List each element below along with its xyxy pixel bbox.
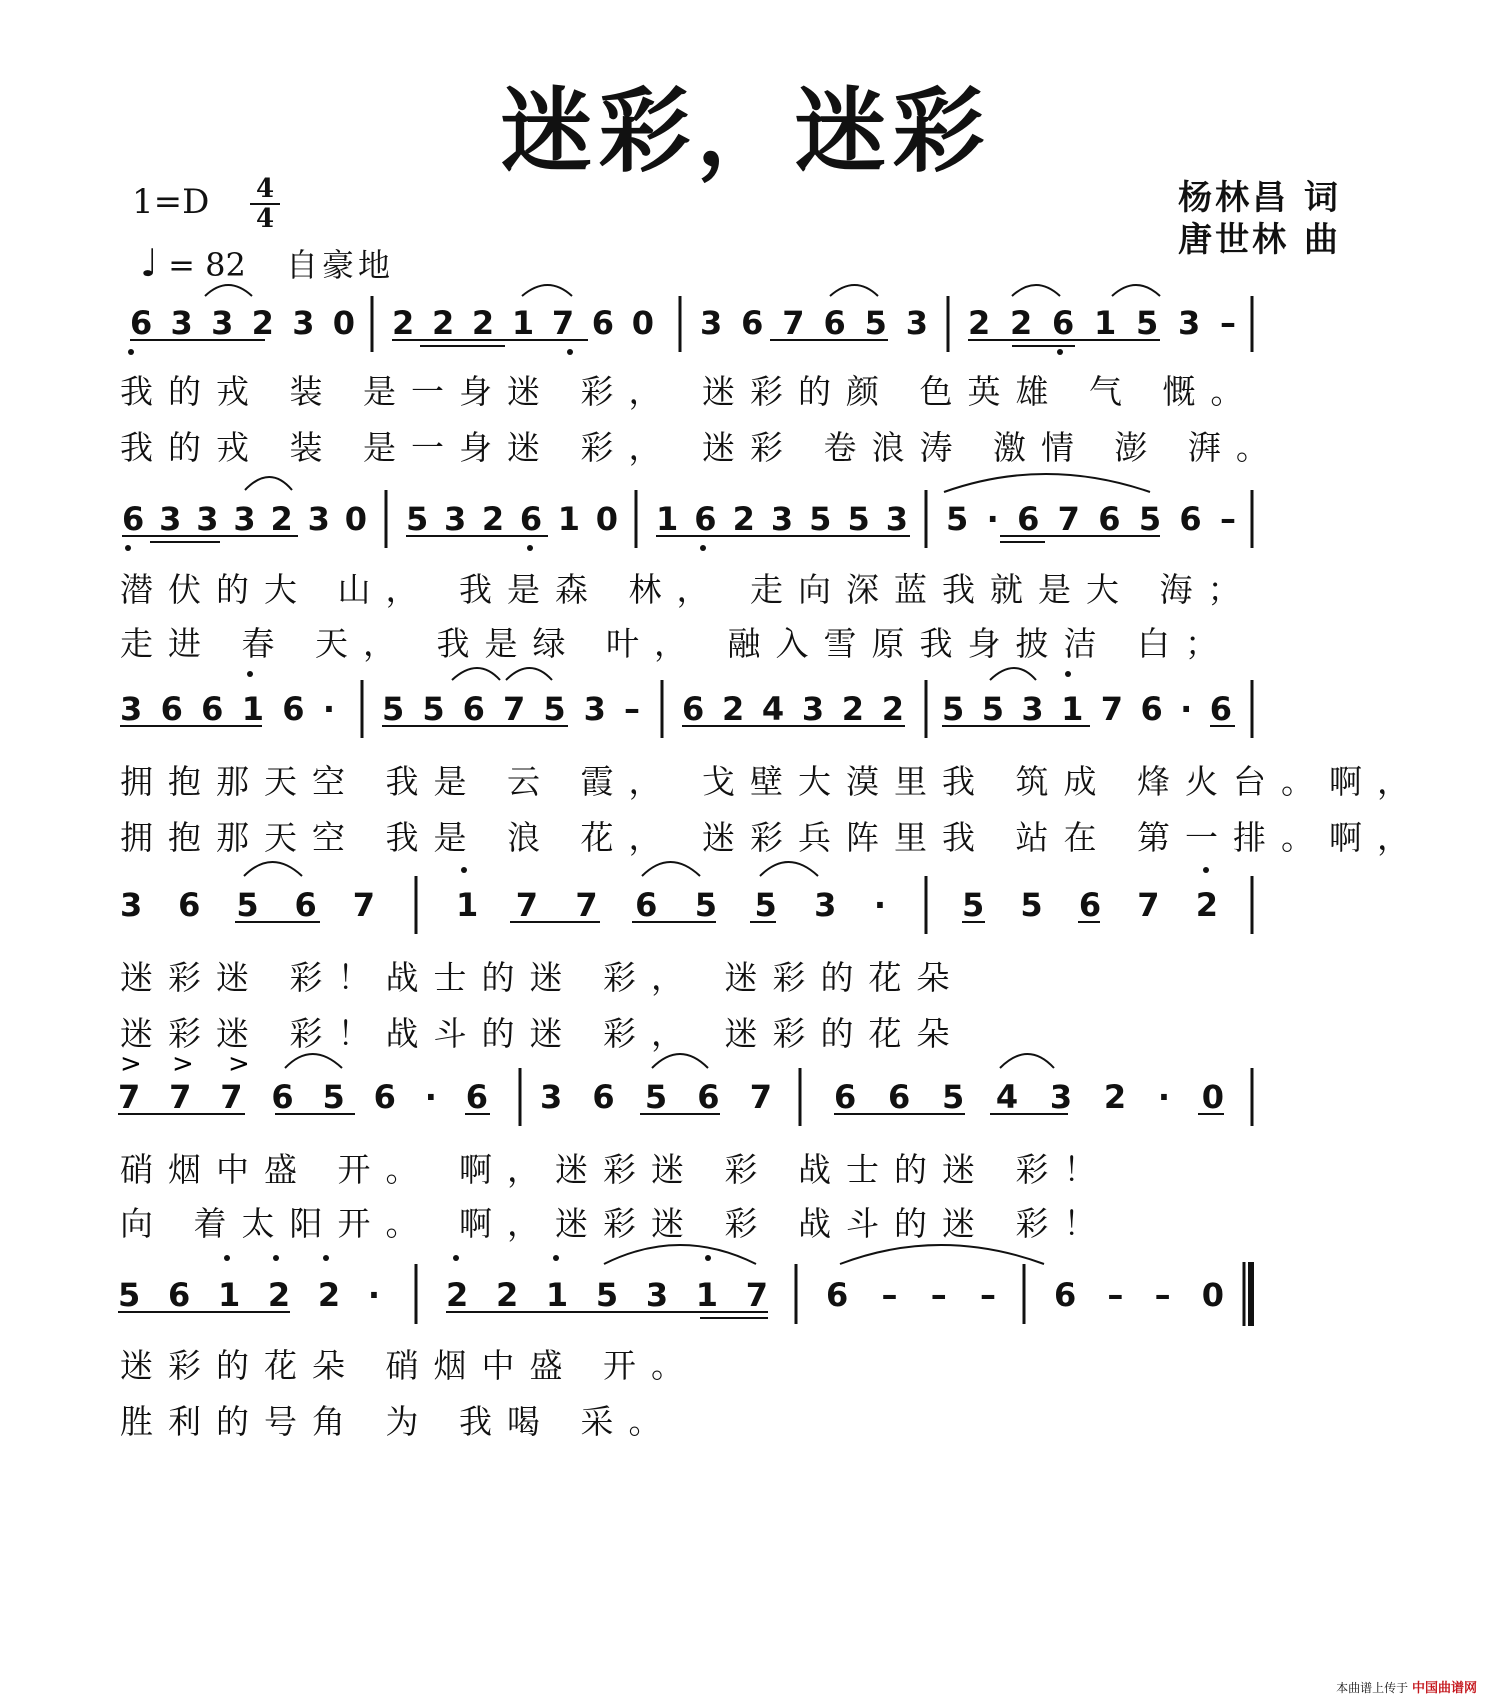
slur — [642, 862, 700, 876]
lyricist-credit: 杨林昌 词 — [1178, 178, 1341, 218]
staff-system-3 — [0, 660, 1491, 756]
high-octave-dot — [453, 1255, 459, 1261]
lyric-line-4-2: 迷彩迷 彩！战斗的迷 彩， 迷彩的花朵 — [120, 1014, 965, 1053]
high-octave-dot — [273, 1255, 279, 1261]
measure-5-1: 7 7 7 6 5 6 · 6 — [118, 1078, 488, 1116]
high-octave-dot — [323, 1255, 329, 1261]
high-octave-dot — [247, 671, 253, 677]
slur — [760, 862, 818, 876]
high-octave-dot — [461, 867, 467, 873]
measure-1-4: 2 2 6 1 5 3 – — [968, 304, 1236, 342]
slur — [205, 285, 252, 296]
measure-2-3: 1 6 2 3 5 5 3 — [656, 500, 908, 538]
measure-6-2: 2 2 1 5 3 1 7 — [446, 1276, 768, 1314]
low-octave-dot — [567, 349, 573, 355]
accent-mark: > — [228, 1049, 250, 1079]
measure-5-2: 3 6 5 6 7 — [540, 1078, 772, 1116]
staff-system-4 — [0, 850, 1491, 946]
slur — [244, 862, 302, 876]
measure-3-4: 5 5 3 1 7 6 · 6 — [942, 690, 1232, 728]
slur — [604, 1245, 756, 1264]
song-title: 迷彩，迷彩 — [500, 77, 991, 185]
measure-3-1: 3 6 6 1 6 · — [120, 690, 335, 728]
staff-system-6 — [0, 1240, 1491, 1336]
measure-6-1: 5 6 1 2 2 · — [118, 1276, 380, 1314]
lyric-line-3-2: 拥抱那天空 我是 浪 花， 迷彩兵阵里我 站在 第一排。啊， — [120, 818, 1425, 857]
quarter-note-icon: ♩ — [140, 241, 158, 285]
composer-credit: 唐世林 曲 — [1178, 220, 1341, 260]
time-signature-bottom: 4 — [255, 204, 275, 234]
low-octave-dot — [128, 349, 134, 355]
slur — [652, 1054, 708, 1068]
lyric-line-5-2: 向 着太阳开。 啊，迷彩迷 彩 战斗的迷 彩！ — [120, 1204, 1112, 1243]
lyric-line-3-1: 拥抱那天空 我是 云 霞， 戈壁大漠里我 筑成 烽火台。啊， — [120, 762, 1425, 801]
time-signature — [250, 176, 280, 232]
lyric-line-2-1: 潜伏的大 山， 我是森 林， 走向深蓝我就是大 海； — [120, 570, 1256, 609]
slur — [452, 668, 500, 680]
measure-4-3: 5 5 6 7 2 — [962, 886, 1218, 924]
measure-4-1: 3 6 5 6 7 — [120, 886, 375, 924]
measure-3-2: 5 5 6 7 5 3 – — [382, 690, 640, 728]
expression-mark: 自豪地 — [285, 246, 394, 284]
measure-6-3: 6 – – – — [826, 1276, 996, 1314]
low-octave-dot — [527, 545, 533, 551]
slur — [1000, 1054, 1054, 1068]
measure-2-4: 5 · 6 7 6 5 6 – — [946, 500, 1236, 538]
footer-site-link[interactable]: 中国曲谱网 — [1411, 1681, 1477, 1696]
slur — [1112, 285, 1160, 296]
accent-mark: > — [120, 1049, 142, 1079]
high-octave-dot — [1065, 671, 1071, 677]
lyric-line-2-2: 走进 春 天， 我是绿 叶， 融入雪原我身披洁 白； — [120, 624, 1233, 663]
key-signature: 1=D — [132, 182, 210, 222]
footer — [1336, 1677, 1477, 1696]
staff-system-1 — [0, 278, 1491, 374]
measure-1-1: 6 3 3 2 3 0 — [130, 304, 355, 342]
slur — [1012, 285, 1060, 296]
accent-mark: > — [172, 1049, 194, 1079]
measure-1-3: 3 6 7 6 5 3 — [700, 304, 928, 342]
measure-3-3: 6 2 4 3 2 2 — [682, 690, 904, 728]
measure-2-1: 6 3 3 3 2 3 0 — [122, 500, 367, 538]
slur — [506, 668, 552, 680]
high-octave-dot — [705, 1255, 711, 1261]
lyric-line-6-1: 迷彩的花朵 硝烟中盛 开。 — [120, 1346, 699, 1385]
measure-6-4: 6 – – 0 — [1054, 1276, 1224, 1314]
slur — [522, 285, 572, 296]
measure-1-2: 2 2 2 1 7 6 0 — [392, 304, 654, 342]
low-octave-dot — [700, 545, 706, 551]
lyric-line-4-1: 迷彩迷 彩！战士的迷 彩， 迷彩的花朵 — [120, 958, 965, 997]
low-octave-dot — [1057, 349, 1063, 355]
measure-5-3: 6 6 5 4 3 2 · 0 — [834, 1078, 1224, 1116]
high-octave-dot — [224, 1255, 230, 1261]
lyric-line-5-1: 硝烟中盛 开。 啊，迷彩迷 彩 战士的迷 彩！ — [120, 1150, 1112, 1189]
staff-system-5 — [0, 1046, 1491, 1142]
slur — [830, 285, 878, 296]
lyric-line-6-2: 胜利的号角 为 我喝 采。 — [120, 1402, 677, 1441]
lyric-line-1-2: 我的戎 装 是一身迷 彩， 迷彩 卷浪涛 激情 澎 湃。 — [120, 428, 1284, 467]
measure-4-2: 1 7 7 6 5 5 3 · — [456, 886, 886, 924]
footer-text: 本曲谱上传于 — [1336, 1681, 1409, 1695]
time-signature-top: 4 — [255, 174, 275, 204]
slur — [944, 474, 1150, 492]
high-octave-dot — [1203, 867, 1209, 873]
high-octave-dot — [553, 1255, 559, 1261]
slur — [245, 477, 292, 490]
measure-2-2: 5 3 2 6 1 0 — [406, 500, 618, 538]
slur — [285, 1054, 342, 1068]
low-octave-dot — [125, 545, 131, 551]
staff-system-2 — [0, 470, 1491, 566]
lyric-line-1-1: 我的戎 装 是一身迷 彩， 迷彩的颜 色英雄 气 慨。 — [120, 372, 1259, 411]
slur — [840, 1245, 1044, 1264]
tempo-value: = 82 — [168, 246, 246, 284]
slur — [990, 668, 1036, 680]
